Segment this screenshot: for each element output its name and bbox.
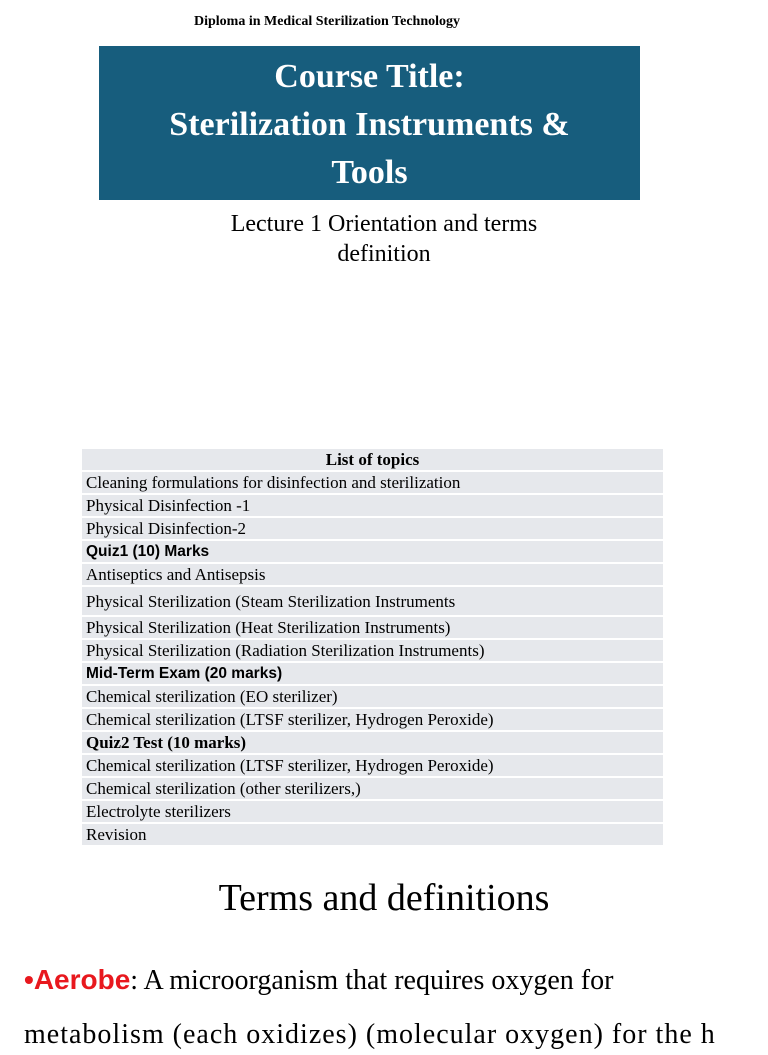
terms-heading: Terms and definitions [218, 877, 550, 919]
bullet-icon: • [24, 964, 34, 995]
topic-row: Physical Sterilization (Steam Sterilization Instruments [82, 586, 663, 616]
topic-row: Electrolyte sterilizers [82, 800, 663, 823]
topic-row: Chemical sterilization (LTSF sterilizer, Hydrogen Peroxide) [82, 754, 663, 777]
topic-row-midterm: Mid-Term Exam (20 marks) [82, 662, 663, 685]
topic-row-quiz2: Quiz2 Test (10 marks) [82, 731, 663, 754]
topic-row: Physical Disinfection-2 [82, 517, 663, 540]
program-title: Diploma in Medical Sterilization Technology [193, 14, 460, 29]
course-title-line2: Sterilization Instruments & [169, 106, 570, 143]
course-title-line3: Tools [331, 154, 408, 191]
course-title-banner [99, 46, 640, 200]
lecture-subtitle [0, 209, 768, 269]
topics-table [82, 447, 663, 845]
topic-row: Antiseptics and Antisepsis [82, 563, 663, 586]
topic-row: Chemical sterilization (other sterilizers,) [82, 777, 663, 800]
topic-row: Chemical sterilization (EO sterilizer) [82, 685, 663, 708]
definition-text: : A microorganism that requires oxygen for [130, 965, 614, 996]
lecture-line2: definition [337, 241, 431, 267]
topic-row: Physical Disinfection -1 [82, 494, 663, 517]
lecture-line1: Lecture 1 Orientation and terms [230, 211, 538, 237]
topic-row: Revision [82, 823, 663, 845]
definition-text-continued: metabolism (each oxidizes) (molecular oxygen) for the h [24, 1019, 716, 1050]
topic-row: Cleaning formulations for disinfection and sterilization [82, 471, 663, 494]
topics-table-header: List of topics [82, 448, 663, 471]
definition-aerobe [24, 960, 744, 1050]
topic-row: Physical Sterilization (Heat Sterilization Instruments) [82, 616, 663, 639]
topic-row-quiz1: Quiz1 (10) Marks [82, 540, 663, 563]
topic-row: Physical Sterilization (Radiation Sterilization Instruments) [82, 639, 663, 662]
topic-row: Chemical sterilization (LTSF sterilizer, Hydrogen Peroxide) [82, 708, 663, 731]
term-aerobe: Aerobe [33, 964, 131, 995]
course-title-line1: Course Title: [274, 58, 465, 95]
